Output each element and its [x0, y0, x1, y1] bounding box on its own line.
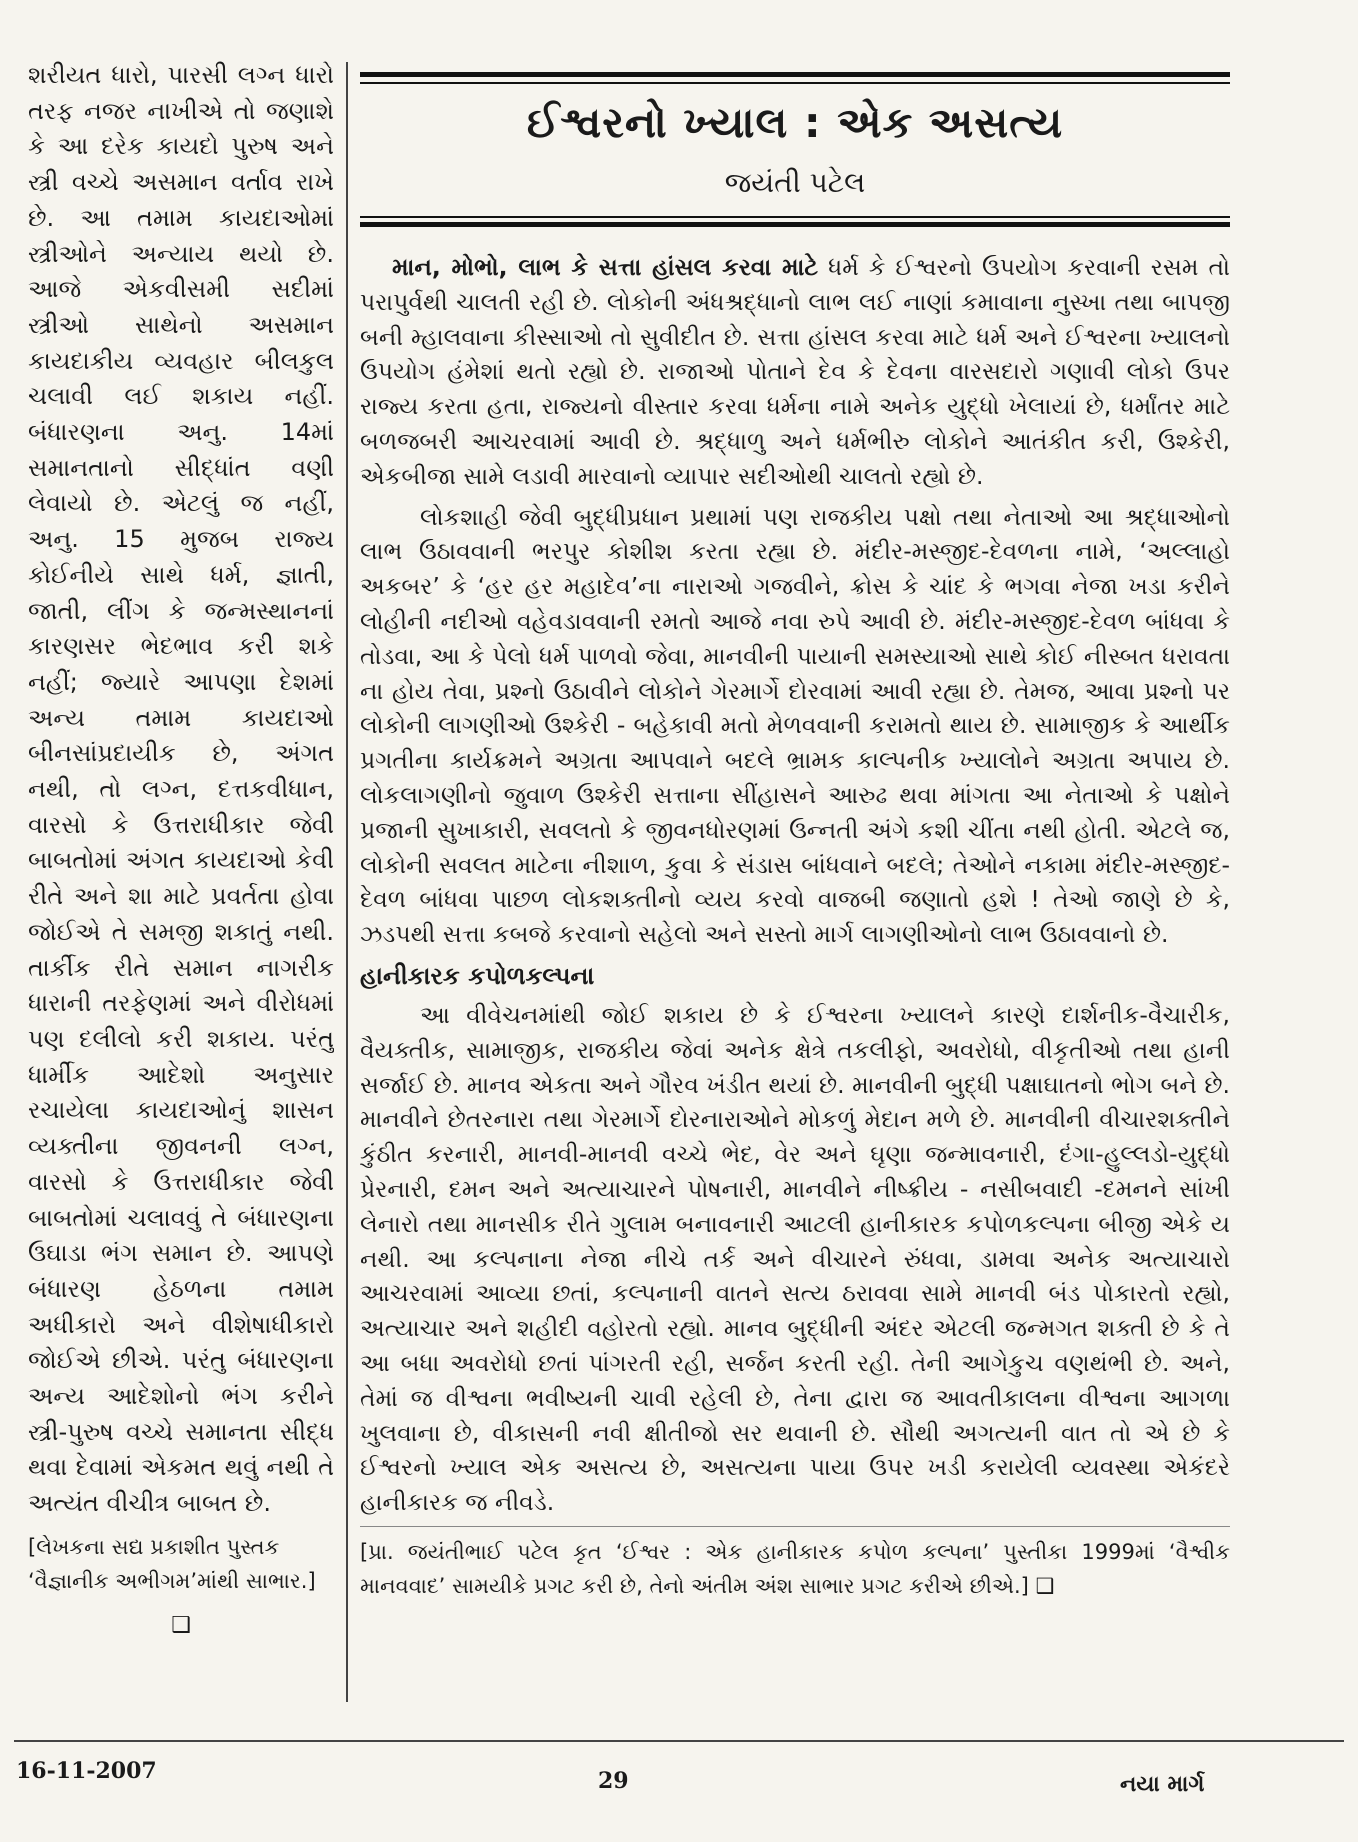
article-title: ઈશ્વરનો ખ્યાલ : એક અસત્ય — [526, 98, 1064, 147]
paragraph-3: આ વીવેચનમાંથી જોઈ શકાય છે કે ઈશ્વરના ખ્યાલને કારણે દાર્શનીક-વૈચારીક, વૈયક્તીક, સામાજીક, રાજકીય જેવાં અનેક ક્ષેત્રે તકલીફો, અવરોધો, વીકૃતીઓ તથા હાની સર્જાઈ છે. માનવ એકતા અને ગૌરવ ખંડીત થયાં છે. માનવીની બુદ્ધી પક્ષાઘાતનો ભોગ બને છે. માનવીને છેતરનારા તથા ગેરમાર્ગે દોરનારાઓને મોકળું મેદાન મળે છે. માનવીની વીચારશક્તીને કુંઠીત કરનારી, માનવી-માનવી વચ્ચે ભેદ, વેર અને ઘૃણા જન્માવનારી, દંગા-હુલ્લડો-યુદ્ધો પ્રેરનારી, દમન અને અત્યાચારને પોષનારી, માનવીને નીષ્ક્રીય - નસીબવાદી -દમનને સાંખી લેનારો તથા માનસીક રીતે ગુલામ બનાવનારી આટલી હાનીકારક કપોળકલ્પના બીજી એકે ય નથી. આ કલ્પનાના નેજા નીચે તર્ક અને વીચારને રુંધવા, ડામવા અનેક અત્યાચારો આચરવામાં આવ્યા છતાં, કલ્પનાની વાતને સત્ય ઠરાવવા સામે માનવી બંડ પોકારતો રહ્યો, અત્યાચાર અને શહીદી વહોરતો રહ્યો. માનવ બુદ્ધીની અંદર એટલી જન્મગત શક્તી છે કે તે આ બધા અવરોધો છતાં પાંગરતી રહી, સર્જન કરતી રહી. તેની આગેકુચ વણથંભી છે. અને, તેમાં જ વીશ્વના ભવીષ્યની ચાવી રહેલી છે, તેના દ્વારા જ આવતીકાલના વીશ્વના આગળા ખુલવાના છે, વીકાસની નવી ક્ષીતીજો સર થવાની છે. સૌથી અગત્યની વાત તો એ છે કે ઈશ્વરનો ખ્યાલ એક અસત્ય છે, અસત્યના પાયા ઉપર ખડી કરાયેલી વ્યવસ્થા એકંદરે હાનીકારક જ નીવડે. — [360, 1000, 1230, 1517]
paragraph-1 — [360, 250, 1230, 494]
article-end-mark: ❑ — [1035, 1573, 1055, 1598]
paragraph-1-text: ધર્મ કે ઈશ્વરનો ઉપયોગ કરવાની રસમ તો પરાપુર્વથી ચાલતી રહી છે. લોકોની અંધશ્રદ્ધાનો લાભ લઈ નાણાં કમાવાના નુસ્ખા તથા બાપજી બની મ્હાલવાના કીસ્સાઓ તો સુવીદીત છે. સત્તા હાંસલ કરવા માટે ધર્મ અને ઈશ્વરના ખ્યાલનો ઉપયોગ હંમેશાં થતો રહ્યો છે. રાજાઓ પોતાને દેવ કે દેવના વારસદારો ગણાવી લોકો ઉપર રાજ્ય કરતા હતા, રાજ્યનો વીસ્તાર કરવા ધર્મના નામે અનેક યુદ્ધો ખેલાયાં છે, ધર્માંતર માટે બળજબરી આચરવામાં આવી છે. શ્રદ્ધાળુ અને ધર્મભીરુ લોકોને આતંકીત કરી, ઉશ્કેરી, એકબીજા સામે લડાવી મારવાનો વ્યાપાર સદીઓથી ચાલતો રહ્યો છે. — [360, 253, 1230, 490]
article — [360, 60, 1230, 1710]
paragraph-2: લોકશાહી જેવી બુદ્ધીપ્રધાન પ્રથામાં પણ રાજકીય પક્ષો તથા નેતાઓ આ શ્રદ્ધાઓનો લાભ ઉઠાવવાની ભરપુર કોશીશ કરતા રહ્યા છે. મંદીર-મસ્જીદ-દેવળના નામે, ‘અલ્લાહો અકબર’ કે ‘હર હર મહાદેવ’ના નારાઓ ગજવીને, ક્રોસ કે ચાંદ કે ભગવા નેજા ખડા કરીને લોહીની નદીઓ વહેવડાવવાની રમતો આજે નવા રુપે આવી છે. મંદીર-મસ્જીદ-દેવળ બાંધવા કે તોડવા, આ કે પેલો ધર્મ પાળવો જેવા, માનવીની પાયાની સમસ્યાઓ સાથે કોઈ નીસ્બત ધરાવતા ના હોય તેવા, પ્રશ્નો ઉઠાવીને લોકોને ગેરમાર્ગે દોરવામાં આવી રહ્યા છે. તેમજ, આવા પ્રશ્નો પર લોકોની લાગણીઓ ઉશ્કેરી - બહેકાવી મતો મેળવવાની કરામતો થાય છે. સામાજીક કે આર્થીક પ્રગતીના કાર્યક્રમને અગ્રતા આપવાને બદલે ભ્રામક કાલ્પનીક ખ્યાલોને અગ્રતા અપાય છે. લોકલાગણીનો જુવાળ ઉશ્કેરી સત્તાના સીંહાસને આરુઢ થવા માંગતા આ નેતાઓ કે પક્ષોને પ્રજાની સુખાકારી, સવલતો કે જીવનધોરણમાં ઉન્નતી અંગે કશી ચીંતા નથી હોતી. એટલે જ, લોકોની સવલત માટેના નીશાળ, કુવા કે સંડાસ બાંધવાને બદલે; તેઓને નકામા મંદીર-મસ્જીદ-દેવળ બાંધવા પાછળ લોકશક્તીનો વ્યય કરવો વાજબી જણાતો હશે ! તેઓ જાણે છે કે, ઝડપથી સત્તા કબજે કરવાનો સહેલો અને સસ્તો માર્ગ લાગણીઓનો લાભ ઉઠાવવાનો છે. — [360, 502, 1230, 949]
page-number: 29 — [598, 1768, 629, 1794]
title-rule-bottom-thick — [360, 222, 1230, 227]
left-column-source-note: [લેખકના સદ્ય પ્રકાશીત પુસ્તક ‘વૈજ્ઞાનીક અભીગમ’માંથી સાભાર.] — [28, 1534, 316, 1593]
section-heading: હાનીકારક કપોળકલ્પના — [360, 961, 595, 990]
paragraph-1-lead: માન, મોભો, લાભ કે સત્તા હાંસલ કરવા માટે — [392, 253, 819, 281]
column-divider — [346, 62, 348, 1702]
title-rule-bottom-thin — [360, 216, 1230, 218]
footer-rule — [14, 1740, 1344, 1742]
article-footnote — [360, 1526, 1230, 1603]
title-rule-top-thin — [360, 82, 1230, 84]
article-author: જયંતી પટેલ — [724, 166, 866, 199]
left-column-text: શરીયત ધારો, પારસી લગ્ન ધારો તરફ નજર નાખીએ તો જણાશે કે આ દરેક કાયદો પુરુષ અને સ્ત્રી વચ્ચે અસમાન વર્તાવ રાખે છે. આ તમામ કાયદાઓમાં સ્ત્રીઓને અન્યાય થયો છે. આજે એકવીસમી સદીમાં સ્ત્રીઓ સાથેનો અસમાન કાયદાકીય વ્યવહાર બીલકુલ ચલાવી લઈ શકાય નહીં. બંધારણના અનુ. 14માં સમાનતાનો સીદ્ધાંત વણી લેવાયો છે. એટલું જ નહીં, અનુ. 15 મુજબ રાજ્ય કોઈનીયે સાથે ધર્મ, જ્ઞાતી, જાતી, લીંગ કે જન્મસ્થાનનાં કારણસર ભેદભાવ કરી શકે નહીં; જ્યારે આપણા દેશમાં અન્ય તમામ કાયદાઓ બીનસાંપ્રદાયીક છે, અંગત નથી, તો લગ્ન, દત્તકવીધાન, વારસો કે ઉત્તરાધીકાર જેવી બાબતોમાં અંગત કાયદાઓ કેવી રીતે અને શા માટે પ્રવર્તતા હોવા જોઈએ તે સમજી શકાતું નથી. તાર્કીક રીતે સમાન નાગરીક ધારાની તરફેણમાં અને વીરોધમાં પણ દલીલો કરી શકાય. પરંતુ ધાર્મીક આદેશો અનુસાર રચાયેલા કાયદાઓનું શાસન વ્યક્તીના જીવનની લગ્ન, વારસો કે ઉત્તરાધીકાર જેવી બાબતોમાં ચલાવવું તે બંધારણના ઉઘાડા ભંગ સમાન છે. આપણે બંધારણ હેઠળના તમામ અધીકારો અને વીશેષાધીકારો જોઈએ છીએ. પરંતુ બંધારણના અન્ય આદેશોનો ભંગ કરીને સ્ત્રી-પુરુષ વચ્ચે સમાનતા સીદ્ધ થવા દેવામાં એકમત થવું નથી તે અત્યંત વીચીત્ર બાબત છે. — [28, 61, 334, 1518]
footnote-text: [પ્રા. જયંતીભાઈ પટેલ કૃત ‘ઈશ્વર : એક હાનીકારક કપોળ કલ્પના’ પુસ્તીકા 1999માં ‘વૈશ્વીક માનવવાદ’ સામયીકે પ્રગટ કરી છે, તેનો અંતીમ અંશ સાભાર પ્રગટ કરીએ છીએ.] — [360, 1539, 1230, 1598]
issue-date: 16-11-2007 — [16, 1758, 157, 1784]
title-rule-top-thick — [360, 72, 1230, 77]
magazine-name: નયા માર્ગ — [1120, 1772, 1205, 1797]
left-column — [28, 58, 334, 1698]
article-body — [360, 250, 1230, 1650]
left-end-mark: ❑ — [171, 1612, 191, 1638]
